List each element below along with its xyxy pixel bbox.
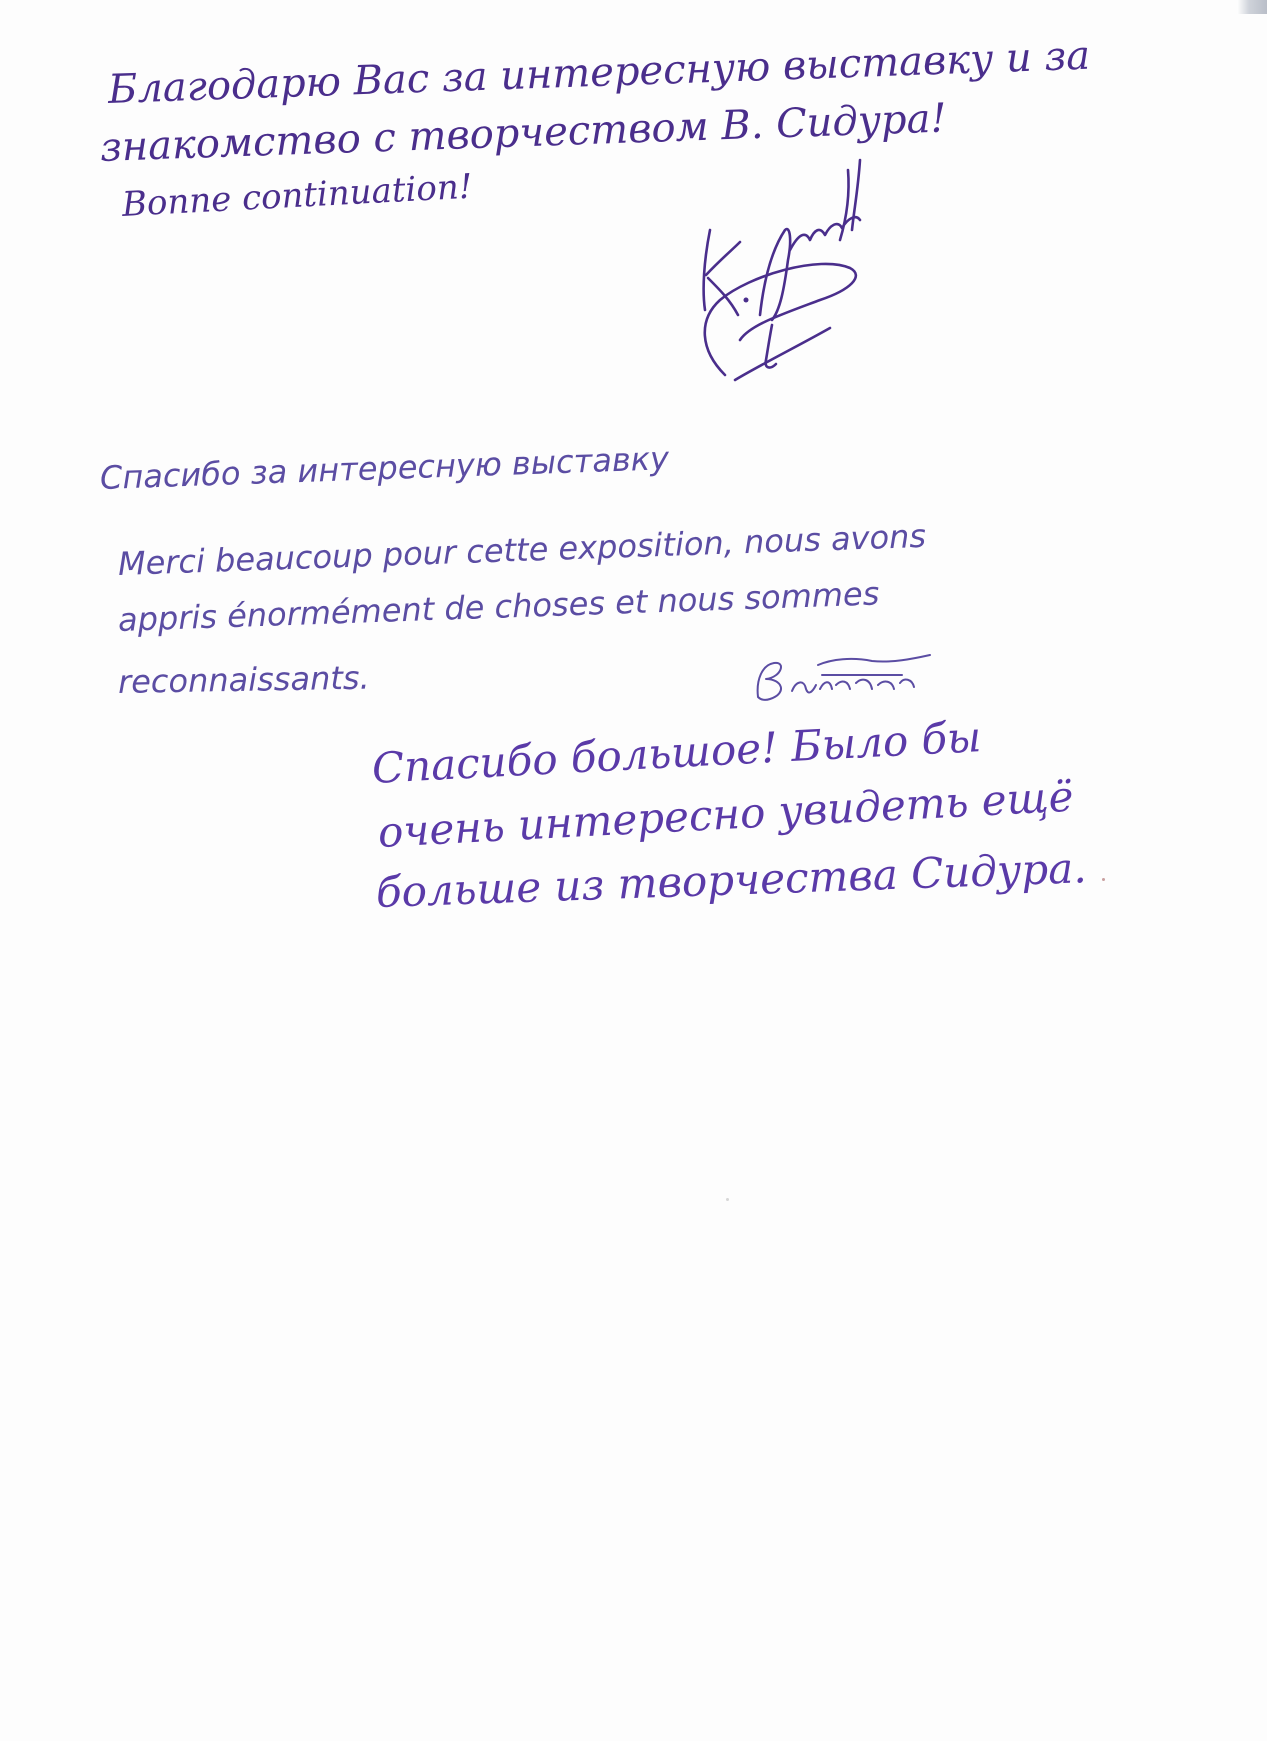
- entry-1-line-2: знакомство с творчеством В. Сидура!: [99, 95, 948, 171]
- entry-1-line-3: Bonne continuation!: [120, 166, 474, 225]
- scan-corner-shadow: [1237, 0, 1267, 14]
- entry-4-line-3: больше из творчества Сидура.: [375, 843, 1088, 917]
- entry-3-signature: [752, 645, 942, 705]
- entry-3-line-1: Merci beaucoup pour cette exposition, nous avons: [117, 516, 927, 583]
- entry-1-line-1: Благодарю Вас за интересную выставку и за: [107, 32, 1091, 113]
- ink-speck: [1102, 878, 1105, 881]
- entry-4-line-1: Спасибо большое! Было бы: [370, 712, 983, 793]
- entry-3-line-3: reconnaissants.: [117, 658, 370, 701]
- entry-2-line-1: Спасибо за интересную выставку: [99, 439, 670, 497]
- entry-1-signature: [680, 150, 940, 410]
- entry-4-line-2: очень интересно увидеть ещё: [376, 771, 1075, 857]
- paper-speck: [726, 1198, 729, 1201]
- entry-3-line-2: appris énormément de choses et nous sommes: [117, 574, 880, 639]
